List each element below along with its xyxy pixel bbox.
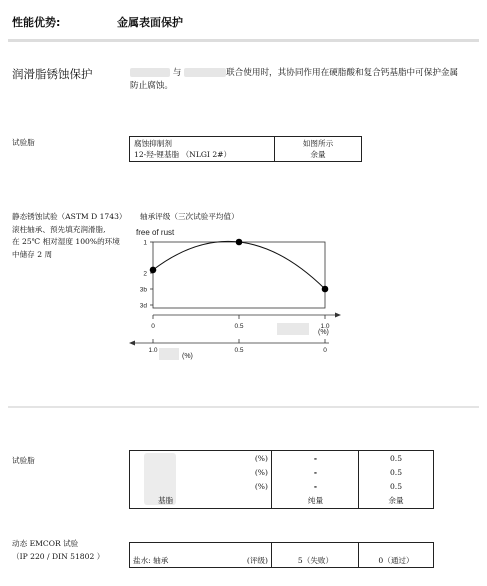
text-line2: 防止腐蚀。: [130, 81, 173, 91]
table2-row2-v2: 0.5: [389, 468, 403, 477]
table2-row-label: 试验脂: [12, 456, 35, 465]
emcor-col1: [271, 542, 359, 568]
lower-tick-label: 0.5: [234, 347, 244, 354]
table1: [129, 136, 362, 162]
y-tick-label: 3b: [139, 286, 147, 294]
data-point: [322, 286, 329, 293]
data-point: [236, 239, 243, 246]
rust-rating-chart: [125, 222, 355, 364]
plot-area: [153, 242, 325, 308]
table1-col2: [275, 137, 362, 162]
table1-col1-line1: 腐蚀抑制剂: [134, 139, 172, 148]
static-test-line3: 在 25℃ 相对湿度 100%的环境: [12, 237, 120, 246]
static-test-line2: 滚柱轴承、预先填充润滑脂,: [12, 224, 106, 234]
text-line1: 联合使用时，其协同作用在硬脂酸和复合钙基脂中可保护金属: [226, 68, 459, 78]
x-tick-label: 0: [151, 323, 155, 330]
static-test-line1: 静态锈蚀试验（ASTM D 1743）: [12, 212, 127, 221]
lower-axis-unit: (%): [182, 353, 193, 360]
table1-col1-line2: 12-羟-锂基脂 （NLGI 2#）: [134, 150, 232, 159]
x-tick-label: 1.0: [320, 323, 330, 330]
table2-row2-v1: -: [313, 468, 318, 477]
table2-footer-base-grease: 基脂: [158, 496, 174, 505]
table2-col2: [358, 450, 434, 509]
header-divider: [8, 39, 479, 42]
data-point: [150, 267, 157, 274]
emcor-cell1: 5（失败）: [297, 556, 334, 565]
x-axis-arrow-icon: [335, 313, 341, 318]
table1-col2-line2: 余量: [310, 150, 326, 159]
table2-row3-unit: (%): [254, 482, 268, 491]
series-line: [153, 241, 325, 289]
emcor-line1: 动态 EMCOR 试验: [12, 539, 79, 548]
emcor-cell0-left: 盐水: 轴承: [133, 556, 169, 565]
y-tick-label: 1: [143, 239, 147, 247]
section-description: [130, 67, 475, 93]
table2-row1-v1: -: [313, 454, 318, 463]
table2-row3-v1: -: [313, 482, 318, 491]
table2-footer-c2: 余量: [388, 496, 404, 505]
redacted-product-name: [130, 68, 170, 77]
emcor-cell2: 0（通过）: [378, 556, 414, 565]
emcor-line2: （IP 220 / DIN 51802 ）: [12, 552, 105, 561]
table2-footer-c1: 纯量: [307, 496, 324, 505]
emcor-cell0-right: (评级): [246, 556, 268, 565]
redacted-product-name-2: [184, 68, 226, 77]
section-divider: [8, 406, 479, 408]
lower-axis-arrow-icon: [129, 341, 135, 346]
chart-top-label: free of rust: [136, 228, 175, 237]
table2-col0: [129, 450, 272, 509]
section-title-grease-protection: 润滑脂锈蚀保护: [12, 67, 93, 81]
header-label: 性能优势:: [12, 16, 61, 29]
y-tick-label: 2: [143, 270, 147, 278]
table2-col1: [271, 450, 359, 509]
table2-row2-unit: (%): [254, 468, 268, 477]
y-tick-label: 3d: [139, 302, 147, 310]
redacted-x-label: [277, 323, 309, 335]
static-test-line4: 中储存 2 周: [12, 249, 53, 259]
header-value: 金属表面保护: [117, 16, 183, 29]
table2-row1-v2: 0.5: [389, 454, 403, 463]
lower-tick-label: 0: [323, 347, 327, 354]
chart-title: 轴承评级（三次试验平均值）: [140, 212, 239, 221]
redacted-lower-label: [159, 348, 179, 360]
emcor-description: [12, 537, 104, 563]
static-test-description: [12, 211, 127, 261]
table1-col2-line1: 如图所示: [302, 139, 334, 148]
table1-row-label: 试验脂: [12, 138, 35, 147]
text-connector: 与: [172, 68, 182, 78]
emcor-col0: [129, 542, 272, 568]
lower-tick-label: 1.0: [148, 347, 158, 354]
table2-row1-unit: (%): [254, 454, 268, 463]
y-axis-ticks: [140, 240, 153, 310]
x-tick-label: 0.5: [234, 323, 244, 330]
emcor-col2: [358, 542, 434, 568]
x-axis-unit: (%): [318, 329, 329, 336]
data-points: [150, 239, 329, 293]
table2-row3-v2: 0.5: [389, 482, 403, 491]
table1-col1: [130, 137, 275, 162]
